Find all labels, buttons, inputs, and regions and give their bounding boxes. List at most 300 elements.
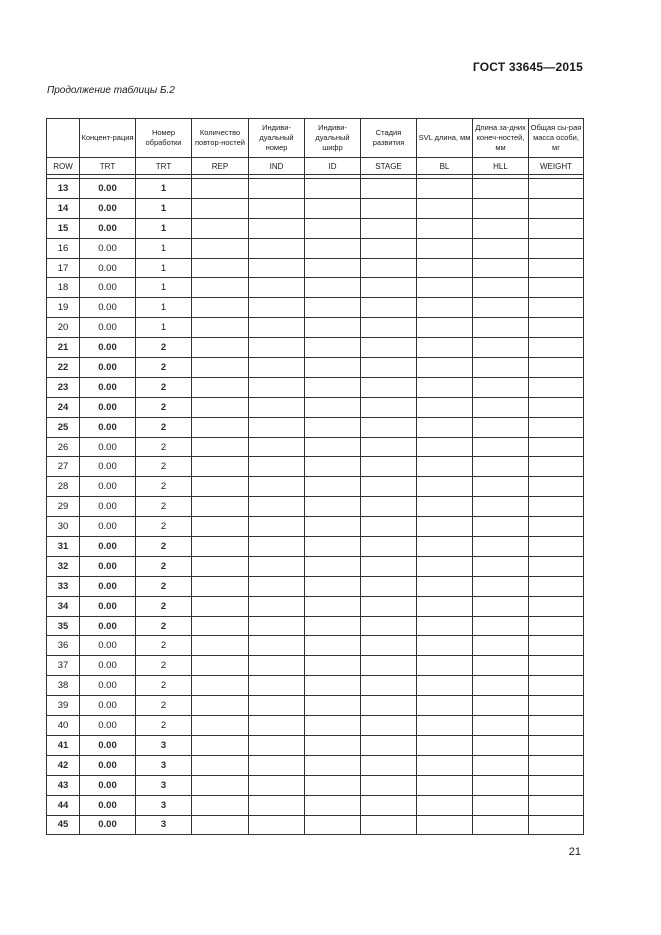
empty-entry-cell[interactable]: [305, 298, 361, 318]
cell-trt: 2: [136, 676, 192, 696]
cell-row: 44: [47, 795, 80, 815]
cell-row: 32: [47, 556, 80, 576]
empty-entry-cell[interactable]: [529, 716, 584, 736]
empty-entry-cell[interactable]: [249, 517, 305, 537]
empty-entry-cell[interactable]: [192, 238, 249, 258]
empty-entry-cell[interactable]: [417, 377, 473, 397]
column-code-9: WEIGHT: [529, 158, 584, 175]
empty-entry-cell[interactable]: [417, 517, 473, 537]
empty-entry-cell[interactable]: [305, 338, 361, 358]
empty-entry-cell[interactable]: [473, 775, 529, 795]
empty-entry-cell[interactable]: [473, 437, 529, 457]
empty-entry-cell[interactable]: [529, 537, 584, 557]
cell-conc: 0.00: [80, 258, 136, 278]
empty-entry-cell[interactable]: [473, 318, 529, 338]
empty-entry-cell[interactable]: [473, 397, 529, 417]
empty-entry-cell[interactable]: [361, 497, 417, 517]
empty-entry-cell[interactable]: [305, 477, 361, 497]
empty-entry-cell[interactable]: [305, 616, 361, 636]
empty-entry-cell[interactable]: [361, 537, 417, 557]
cell-row: 39: [47, 696, 80, 716]
empty-entry-cell[interactable]: [361, 457, 417, 477]
empty-entry-cell[interactable]: [529, 497, 584, 517]
empty-entry-cell[interactable]: [249, 775, 305, 795]
empty-entry-cell[interactable]: [249, 636, 305, 656]
empty-entry-cell[interactable]: [417, 437, 473, 457]
empty-entry-cell[interactable]: [192, 815, 249, 835]
empty-entry-cell[interactable]: [305, 377, 361, 397]
empty-entry-cell[interactable]: [249, 397, 305, 417]
table-row: [47, 795, 584, 815]
empty-entry-cell[interactable]: [529, 656, 584, 676]
empty-entry-cell[interactable]: [305, 238, 361, 258]
empty-entry-cell[interactable]: [192, 338, 249, 358]
empty-entry-cell[interactable]: [529, 218, 584, 238]
cell-trt: 1: [136, 179, 192, 199]
cell-row: 13: [47, 179, 80, 199]
empty-entry-cell[interactable]: [249, 656, 305, 676]
empty-entry-cell[interactable]: [417, 417, 473, 437]
empty-entry-cell[interactable]: [249, 556, 305, 576]
empty-entry-cell[interactable]: [417, 775, 473, 795]
empty-entry-cell[interactable]: [249, 596, 305, 616]
empty-entry-cell[interactable]: [361, 636, 417, 656]
empty-entry-cell[interactable]: [305, 358, 361, 378]
empty-entry-cell[interactable]: [417, 318, 473, 338]
empty-entry-cell[interactable]: [417, 716, 473, 736]
empty-entry-cell[interactable]: [249, 258, 305, 278]
empty-entry-cell[interactable]: [249, 815, 305, 835]
cell-row: 18: [47, 278, 80, 298]
cell-trt: 2: [136, 596, 192, 616]
cell-row: 36: [47, 636, 80, 656]
table-row: [47, 477, 584, 497]
empty-entry-cell[interactable]: [361, 198, 417, 218]
empty-entry-cell[interactable]: [249, 716, 305, 736]
empty-entry-cell[interactable]: [361, 616, 417, 636]
empty-entry-cell[interactable]: [473, 576, 529, 596]
empty-entry-cell[interactable]: [529, 477, 584, 497]
empty-entry-cell[interactable]: [417, 676, 473, 696]
cell-trt: 2: [136, 517, 192, 537]
empty-entry-cell[interactable]: [249, 338, 305, 358]
empty-entry-cell[interactable]: [473, 358, 529, 378]
empty-entry-cell[interactable]: [417, 596, 473, 616]
empty-entry-cell[interactable]: [361, 656, 417, 676]
empty-entry-cell[interactable]: [249, 179, 305, 199]
cell-conc: 0.00: [80, 238, 136, 258]
empty-entry-cell[interactable]: [361, 338, 417, 358]
empty-entry-cell[interactable]: [529, 397, 584, 417]
empty-entry-cell[interactable]: [192, 596, 249, 616]
empty-entry-cell[interactable]: [249, 616, 305, 636]
cell-row: 35: [47, 616, 80, 636]
empty-entry-cell[interactable]: [305, 397, 361, 417]
empty-entry-cell[interactable]: [529, 576, 584, 596]
empty-entry-cell[interactable]: [192, 676, 249, 696]
empty-entry-cell[interactable]: [249, 417, 305, 437]
table-row: [47, 596, 584, 616]
empty-entry-cell[interactable]: [417, 278, 473, 298]
empty-entry-cell[interactable]: [249, 497, 305, 517]
empty-entry-cell[interactable]: [529, 338, 584, 358]
cell-trt: 3: [136, 755, 192, 775]
empty-entry-cell[interactable]: [417, 656, 473, 676]
column-header-0: [47, 119, 80, 158]
empty-entry-cell[interactable]: [192, 198, 249, 218]
cell-conc: 0.00: [80, 417, 136, 437]
empty-entry-cell[interactable]: [305, 755, 361, 775]
cell-conc: 0.00: [80, 218, 136, 238]
empty-entry-cell[interactable]: [361, 696, 417, 716]
cell-trt: 2: [136, 716, 192, 736]
cell-trt: 3: [136, 815, 192, 835]
empty-entry-cell[interactable]: [361, 278, 417, 298]
empty-entry-cell[interactable]: [249, 437, 305, 457]
empty-entry-cell[interactable]: [249, 377, 305, 397]
empty-entry-cell[interactable]: [473, 258, 529, 278]
cell-trt: 1: [136, 238, 192, 258]
empty-entry-cell[interactable]: [192, 457, 249, 477]
empty-entry-cell[interactable]: [417, 179, 473, 199]
cell-trt: 1: [136, 218, 192, 238]
empty-entry-cell[interactable]: [192, 716, 249, 736]
empty-entry-cell[interactable]: [305, 537, 361, 557]
empty-entry-cell[interactable]: [529, 795, 584, 815]
empty-entry-cell[interactable]: [417, 735, 473, 755]
cell-row: 27: [47, 457, 80, 477]
empty-entry-cell[interactable]: [473, 218, 529, 238]
table-row: [47, 377, 584, 397]
empty-entry-cell[interactable]: [529, 198, 584, 218]
empty-entry-cell[interactable]: [529, 457, 584, 477]
empty-entry-cell[interactable]: [473, 517, 529, 537]
empty-entry-cell[interactable]: [473, 298, 529, 318]
empty-entry-cell[interactable]: [473, 417, 529, 437]
cell-trt: 2: [136, 556, 192, 576]
empty-entry-cell[interactable]: [417, 238, 473, 258]
empty-entry-cell[interactable]: [473, 755, 529, 775]
empty-entry-cell[interactable]: [361, 556, 417, 576]
empty-entry-cell[interactable]: [305, 795, 361, 815]
empty-entry-cell[interactable]: [361, 358, 417, 378]
empty-entry-cell[interactable]: [192, 278, 249, 298]
empty-entry-cell[interactable]: [305, 775, 361, 795]
cell-row: 26: [47, 437, 80, 457]
empty-entry-cell[interactable]: [192, 775, 249, 795]
table-row: [47, 815, 584, 835]
empty-entry-cell[interactable]: [361, 755, 417, 775]
empty-entry-cell[interactable]: [473, 477, 529, 497]
empty-entry-cell[interactable]: [417, 755, 473, 775]
cell-conc: 0.00: [80, 278, 136, 298]
empty-entry-cell[interactable]: [361, 298, 417, 318]
empty-entry-cell[interactable]: [305, 656, 361, 676]
empty-entry-cell[interactable]: [305, 735, 361, 755]
empty-entry-cell[interactable]: [361, 179, 417, 199]
empty-entry-cell[interactable]: [305, 556, 361, 576]
cell-trt: 1: [136, 198, 192, 218]
empty-entry-cell[interactable]: [529, 636, 584, 656]
empty-entry-cell[interactable]: [249, 477, 305, 497]
empty-entry-cell[interactable]: [305, 218, 361, 238]
empty-entry-cell[interactable]: [473, 616, 529, 636]
cell-row: 23: [47, 377, 80, 397]
empty-entry-cell[interactable]: [529, 676, 584, 696]
empty-entry-cell[interactable]: [361, 397, 417, 417]
empty-entry-cell[interactable]: [192, 377, 249, 397]
empty-entry-cell[interactable]: [473, 676, 529, 696]
empty-entry-cell[interactable]: [249, 755, 305, 775]
cell-trt: 2: [136, 338, 192, 358]
empty-entry-cell[interactable]: [192, 437, 249, 457]
empty-entry-cell[interactable]: [192, 417, 249, 437]
empty-entry-cell[interactable]: [305, 258, 361, 278]
empty-entry-cell[interactable]: [192, 179, 249, 199]
cell-conc: 0.00: [80, 755, 136, 775]
cell-conc: 0.00: [80, 298, 136, 318]
column-code-2: TRT: [136, 158, 192, 175]
empty-entry-cell[interactable]: [473, 179, 529, 199]
empty-entry-cell[interactable]: [249, 457, 305, 477]
cell-conc: 0.00: [80, 815, 136, 835]
empty-entry-cell[interactable]: [192, 656, 249, 676]
cell-row: 19: [47, 298, 80, 318]
empty-entry-cell[interactable]: [361, 377, 417, 397]
empty-entry-cell[interactable]: [361, 318, 417, 338]
empty-entry-cell[interactable]: [361, 517, 417, 537]
cell-conc: 0.00: [80, 457, 136, 477]
empty-entry-cell[interactable]: [529, 815, 584, 835]
empty-entry-cell[interactable]: [249, 795, 305, 815]
empty-entry-cell[interactable]: [192, 795, 249, 815]
empty-entry-cell[interactable]: [417, 198, 473, 218]
empty-entry-cell[interactable]: [305, 696, 361, 716]
empty-entry-cell[interactable]: [529, 775, 584, 795]
empty-entry-cell[interactable]: [305, 179, 361, 199]
empty-entry-cell[interactable]: [361, 596, 417, 616]
empty-entry-cell[interactable]: [529, 596, 584, 616]
empty-entry-cell[interactable]: [417, 497, 473, 517]
table-row: [47, 775, 584, 795]
empty-entry-cell[interactable]: [192, 735, 249, 755]
empty-entry-cell[interactable]: [417, 358, 473, 378]
empty-entry-cell[interactable]: [529, 755, 584, 775]
page-number: 21: [568, 846, 581, 858]
empty-entry-cell[interactable]: [417, 556, 473, 576]
empty-entry-cell[interactable]: [249, 358, 305, 378]
empty-entry-cell[interactable]: [249, 696, 305, 716]
empty-entry-cell[interactable]: [417, 477, 473, 497]
empty-entry-cell[interactable]: [473, 696, 529, 716]
empty-entry-cell[interactable]: [361, 437, 417, 457]
cell-trt: 1: [136, 258, 192, 278]
cell-conc: 0.00: [80, 397, 136, 417]
empty-entry-cell[interactable]: [361, 676, 417, 696]
empty-entry-cell[interactable]: [473, 238, 529, 258]
empty-entry-cell[interactable]: [192, 576, 249, 596]
empty-entry-cell[interactable]: [529, 179, 584, 199]
empty-entry-cell[interactable]: [192, 636, 249, 656]
empty-entry-cell[interactable]: [417, 258, 473, 278]
table-row: [47, 735, 584, 755]
empty-entry-cell[interactable]: [249, 537, 305, 557]
empty-entry-cell[interactable]: [417, 795, 473, 815]
header-code-row: [47, 158, 584, 175]
empty-entry-cell[interactable]: [529, 358, 584, 378]
empty-entry-cell[interactable]: [473, 716, 529, 736]
empty-entry-cell[interactable]: [361, 795, 417, 815]
empty-entry-cell[interactable]: [305, 576, 361, 596]
empty-entry-cell[interactable]: [361, 716, 417, 736]
empty-entry-cell[interactable]: [305, 497, 361, 517]
empty-entry-cell[interactable]: [529, 437, 584, 457]
empty-entry-cell[interactable]: [192, 258, 249, 278]
empty-entry-cell[interactable]: [473, 377, 529, 397]
empty-entry-cell[interactable]: [473, 656, 529, 676]
column-header-4: Индиви-дуальный номер: [249, 119, 305, 158]
empty-entry-cell[interactable]: [473, 457, 529, 477]
empty-entry-cell[interactable]: [473, 815, 529, 835]
cell-conc: 0.00: [80, 696, 136, 716]
empty-entry-cell[interactable]: [529, 556, 584, 576]
empty-entry-cell[interactable]: [305, 278, 361, 298]
empty-entry-cell[interactable]: [417, 636, 473, 656]
empty-entry-cell[interactable]: [529, 238, 584, 258]
cell-conc: 0.00: [80, 676, 136, 696]
empty-entry-cell[interactable]: [417, 537, 473, 557]
empty-entry-cell[interactable]: [473, 735, 529, 755]
cell-row: 30: [47, 517, 80, 537]
empty-entry-cell[interactable]: [305, 198, 361, 218]
cell-trt: 2: [136, 537, 192, 557]
empty-entry-cell[interactable]: [361, 258, 417, 278]
cell-conc: 0.00: [80, 198, 136, 218]
cell-row: 16: [47, 238, 80, 258]
empty-entry-cell[interactable]: [473, 596, 529, 616]
empty-entry-cell[interactable]: [529, 298, 584, 318]
empty-entry-cell[interactable]: [305, 815, 361, 835]
empty-entry-cell[interactable]: [192, 397, 249, 417]
empty-entry-cell[interactable]: [192, 755, 249, 775]
cell-row: 25: [47, 417, 80, 437]
empty-entry-cell[interactable]: [473, 556, 529, 576]
empty-entry-cell[interactable]: [529, 278, 584, 298]
empty-entry-cell[interactable]: [192, 556, 249, 576]
empty-entry-cell[interactable]: [192, 318, 249, 338]
empty-entry-cell[interactable]: [529, 377, 584, 397]
empty-entry-cell[interactable]: [361, 815, 417, 835]
empty-entry-cell[interactable]: [473, 278, 529, 298]
cell-trt: 2: [136, 377, 192, 397]
empty-entry-cell[interactable]: [473, 636, 529, 656]
empty-entry-cell[interactable]: [417, 616, 473, 636]
empty-entry-cell[interactable]: [249, 298, 305, 318]
empty-entry-cell[interactable]: [529, 258, 584, 278]
empty-entry-cell[interactable]: [417, 696, 473, 716]
empty-entry-cell[interactable]: [529, 616, 584, 636]
empty-entry-cell[interactable]: [305, 457, 361, 477]
empty-entry-cell[interactable]: [417, 218, 473, 238]
empty-entry-cell[interactable]: [192, 517, 249, 537]
empty-entry-cell[interactable]: [361, 477, 417, 497]
cell-conc: 0.00: [80, 775, 136, 795]
empty-entry-cell[interactable]: [361, 218, 417, 238]
empty-entry-cell[interactable]: [249, 576, 305, 596]
empty-entry-cell[interactable]: [473, 795, 529, 815]
table-row: [47, 696, 584, 716]
empty-entry-cell[interactable]: [529, 696, 584, 716]
empty-entry-cell[interactable]: [361, 576, 417, 596]
cell-trt: 2: [136, 616, 192, 636]
empty-entry-cell[interactable]: [305, 437, 361, 457]
empty-entry-cell[interactable]: [529, 318, 584, 338]
data-table: [46, 118, 584, 835]
empty-entry-cell[interactable]: [249, 278, 305, 298]
empty-entry-cell[interactable]: [529, 517, 584, 537]
empty-entry-cell[interactable]: [305, 676, 361, 696]
empty-entry-cell[interactable]: [473, 497, 529, 517]
table-row: [47, 258, 584, 278]
empty-entry-cell[interactable]: [249, 735, 305, 755]
empty-entry-cell[interactable]: [192, 616, 249, 636]
empty-entry-cell[interactable]: [417, 576, 473, 596]
empty-entry-cell[interactable]: [305, 636, 361, 656]
column-code-4: IND: [249, 158, 305, 175]
empty-entry-cell[interactable]: [417, 298, 473, 318]
empty-entry-cell[interactable]: [305, 716, 361, 736]
empty-entry-cell[interactable]: [192, 298, 249, 318]
empty-entry-cell[interactable]: [192, 218, 249, 238]
cell-trt: 2: [136, 636, 192, 656]
empty-entry-cell[interactable]: [249, 218, 305, 238]
empty-entry-cell[interactable]: [192, 537, 249, 557]
empty-entry-cell[interactable]: [305, 596, 361, 616]
empty-entry-cell[interactable]: [249, 198, 305, 218]
empty-entry-cell[interactable]: [361, 735, 417, 755]
column-code-6: STAGE: [361, 158, 417, 175]
empty-entry-cell[interactable]: [249, 676, 305, 696]
empty-entry-cell[interactable]: [192, 497, 249, 517]
empty-entry-cell[interactable]: [473, 198, 529, 218]
empty-entry-cell[interactable]: [249, 238, 305, 258]
empty-entry-cell[interactable]: [361, 417, 417, 437]
empty-entry-cell[interactable]: [192, 477, 249, 497]
cell-trt: 1: [136, 278, 192, 298]
table-row: [47, 457, 584, 477]
column-header-9: Общая сы-рая масса особи, мг: [529, 119, 584, 158]
empty-entry-cell[interactable]: [417, 457, 473, 477]
table-caption: Продолжение таблицы Б.2: [47, 85, 175, 96]
cell-row: 24: [47, 397, 80, 417]
empty-entry-cell[interactable]: [249, 318, 305, 338]
empty-entry-cell[interactable]: [529, 417, 584, 437]
empty-entry-cell[interactable]: [361, 238, 417, 258]
table-row: [47, 497, 584, 517]
empty-entry-cell[interactable]: [529, 735, 584, 755]
empty-entry-cell[interactable]: [192, 358, 249, 378]
empty-entry-cell[interactable]: [417, 338, 473, 358]
empty-entry-cell[interactable]: [417, 815, 473, 835]
empty-entry-cell[interactable]: [473, 537, 529, 557]
empty-entry-cell[interactable]: [305, 318, 361, 338]
empty-entry-cell[interactable]: [305, 517, 361, 537]
empty-entry-cell[interactable]: [192, 696, 249, 716]
empty-entry-cell[interactable]: [473, 338, 529, 358]
empty-entry-cell[interactable]: [305, 417, 361, 437]
empty-entry-cell[interactable]: [361, 775, 417, 795]
empty-entry-cell[interactable]: [417, 397, 473, 417]
